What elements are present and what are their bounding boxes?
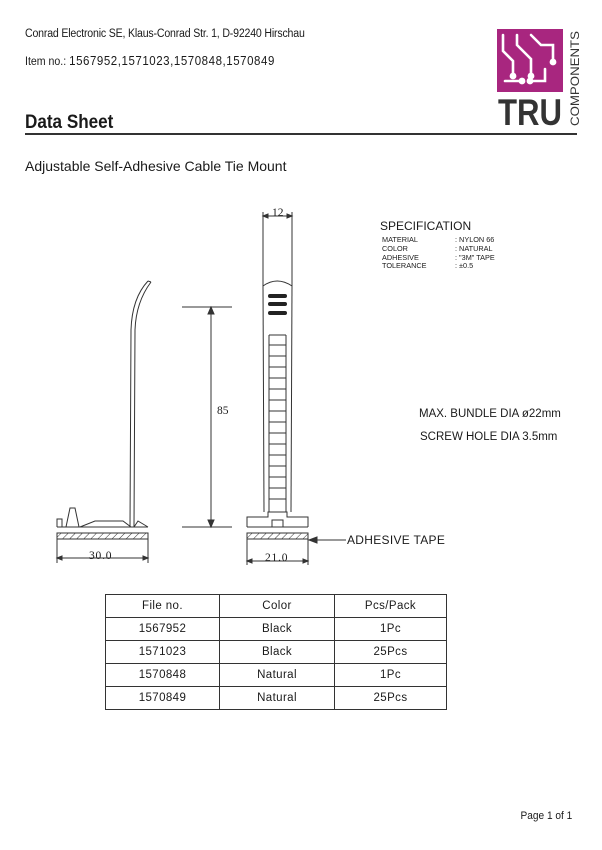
header-color: Color — [220, 595, 335, 618]
spec-value: : NYLON 66 — [455, 235, 495, 244]
spec-key: ADHESIVE — [382, 252, 419, 262]
spec-value: : "3M" TAPE — [455, 252, 495, 262]
height-dimension — [182, 307, 232, 527]
spec-value: : ±0.5 — [455, 261, 474, 271]
item-numbers: 1567952,1571023,1570848,1570849 — [69, 54, 275, 68]
adhesive-tape-label: ADHESIVE TAPE — [347, 533, 446, 547]
spec-title: SPECIFICATION — [380, 219, 472, 233]
cell-color: Natural — [220, 687, 335, 710]
table-row — [106, 618, 447, 641]
table-row — [106, 641, 447, 664]
cell-file-no: 1571023 — [106, 641, 220, 664]
spec-key: TOLERANCE — [382, 261, 427, 271]
header-file-no: File no. — [106, 595, 220, 618]
cell-file-no: 1570848 — [106, 664, 220, 687]
table-row — [106, 687, 447, 710]
item-number-label: Item no.: — [25, 56, 67, 68]
cell-pcs: 25Pcs — [335, 641, 447, 664]
front-view — [247, 212, 308, 565]
cell-color: Black — [220, 641, 335, 664]
dim-top-width: 12 — [272, 207, 284, 219]
screw-hole-note: SCREW HOLE DIA 3.5mm — [420, 431, 558, 443]
logo-components-text: COMPONENTS — [570, 43, 582, 126]
dim-base-side: 30.0 — [89, 550, 113, 562]
cell-file-no: 1570849 — [106, 687, 220, 710]
cell-pcs: 1Pc — [335, 618, 447, 641]
spec-value: : NATURAL — [455, 243, 493, 253]
side-view — [57, 281, 151, 563]
cell-color: Black — [220, 618, 335, 641]
page-title: Data Sheet — [25, 112, 114, 133]
dim-height: 85 — [217, 405, 229, 417]
header-pcs-pack: Pcs/Pack — [335, 595, 447, 618]
cell-color: Natural — [220, 664, 335, 687]
dim-base-front: 21.0 — [265, 552, 289, 564]
cell-pcs: 25Pcs — [335, 687, 447, 710]
max-bundle-note: MAX. BUNDLE DIA ø22mm — [419, 408, 561, 420]
table-row — [106, 664, 447, 687]
company-address: Conrad Electronic SE, Klaus-Conrad Str. 1, D-92240 Hirschau — [25, 28, 305, 40]
table-header-row — [106, 595, 447, 618]
logo-tru-text: TRU — [498, 92, 562, 128]
file-table — [105, 594, 447, 710]
spec-key: MATERIAL — [382, 235, 418, 244]
product-subtitle: Adjustable Self-Adhesive Cable Tie Mount — [25, 158, 287, 174]
spec-key: COLOR — [382, 243, 408, 253]
cell-pcs: 1Pc — [335, 664, 447, 687]
page-number: Page 1 of 1 — [520, 810, 572, 822]
cell-file-no: 1567952 — [106, 618, 220, 641]
